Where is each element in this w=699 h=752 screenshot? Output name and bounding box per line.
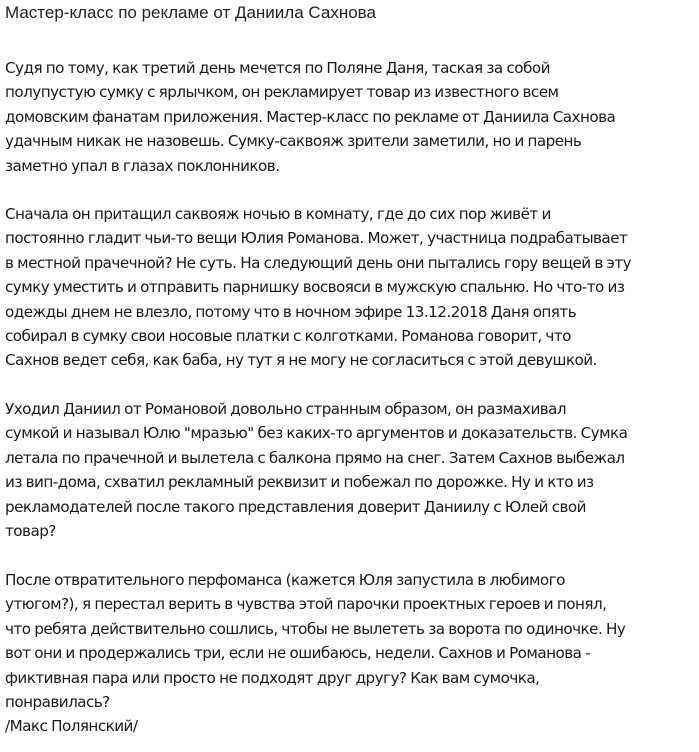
article-paragraph-1 [5, 56, 615, 178]
text-line: После отвратительного перфоманса (кажется Юля запустила в любимого [5, 571, 565, 589]
article-paragraph-2 [5, 202, 631, 373]
text-line: товар? [5, 522, 56, 541]
text-line: полупустую сумку с ярлычком, он рекламирует товар из известного всем [5, 83, 559, 102]
text-line: летала по прачечной и вылетела с балкона прямо на снег. Затем Сахнов выбежал [5, 448, 625, 467]
text-line: Сначала он притащил саквояж ночью в комнату, где до сих пор живёт и [5, 205, 551, 223]
text-line: сумку уместить и отправить парнишку восвояси в мужскую спальню. Но что-то из [5, 278, 625, 297]
text-line: собирал в сумку свои носовые платки с колготками. Романова говорит, что [5, 327, 571, 346]
article-title: Мастер-класс по рекламе от Даниила Сахнова [5, 3, 376, 22]
text-line: рекламодателей после такого представления доверит Даниилу с Юлей свой [5, 497, 586, 516]
author-signature: /Макс Полянский/ [5, 717, 138, 736]
text-line: одежды днем не влезло, потому что в ночном эфире 13.12.2018 Даня опять [5, 302, 577, 321]
text-line: удачным никак не назовешь. Сумку-саквояж зрители заметили, но и парень [5, 132, 582, 151]
text-line: Уходил Даниил от Романовой довольно странным образом, он размахивал [5, 400, 567, 418]
text-line: Судя по тому, как третий день мечется по Поляне Даня, таская за собой [5, 59, 550, 77]
text-line: в местной прачечной? Не суть. На следующий день они пытались гору вещей в эту [5, 253, 632, 272]
text-line: домовским фанатам приложения. Мастер-класс по рекламе от Даниила Сахнова [5, 107, 616, 126]
text-line: Сахнов ведет себя, как баба, ну тут я не могу не согласиться с этой девушкой. [5, 351, 597, 370]
text-line: сумкой и называл Юлю "мразью" без каких-то аргументов и доказательств. Сумка [5, 424, 628, 443]
text-line: постоянно гладит чьи-то вещи Юлия Романова. Может, участница подрабатывает [5, 229, 628, 248]
text-line: что ребята действительно сошлись, чтобы не вылететь за ворота по одиночке. Ну [5, 619, 626, 638]
text-line: утюгом?), я перестал верить в чувства этой парочки проектных героев и понял, [5, 595, 607, 614]
text-line: понравилась? [5, 693, 110, 712]
text-line: заметно упал в глазах поклонников. [5, 156, 280, 175]
article-paragraph-4 [5, 568, 625, 739]
article-paragraph-3 [5, 397, 627, 543]
text-line: вот они и продержались три, если не ошибаюсь, недели. Сахнов и Романова - [5, 644, 591, 663]
text-line: фиктивная пара или просто не подходят друг другу? Как вам сумочка, [5, 668, 540, 687]
text-line: из вип-дома, схватил рекламный реквизит и побежал по дорожке. Ну и кто из [5, 473, 594, 492]
